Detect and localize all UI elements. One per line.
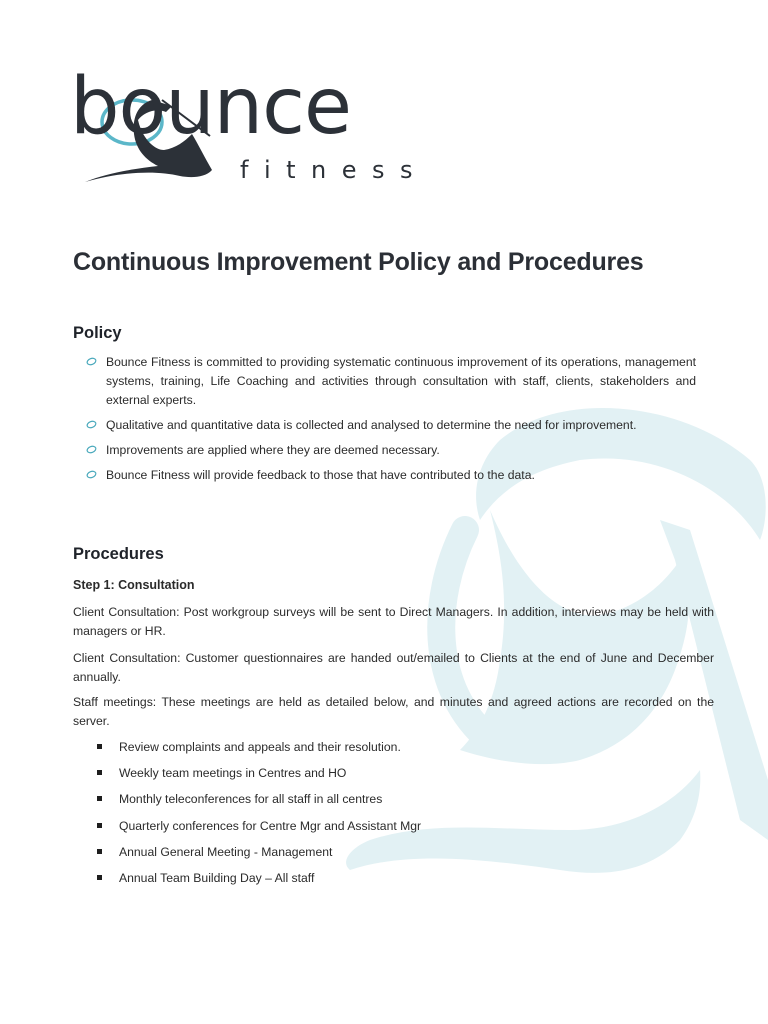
bounce-fitness-logo — [70, 62, 440, 190]
list-item-text: Quarterly conferences for Centre Mgr and Assistant Mgr — [119, 818, 422, 833]
paragraph: Staff meetings: These meetings are held as detailed below, and minutes and agreed actions are recorded on the server. — [73, 695, 714, 728]
logo-wordmark: bounce — [70, 62, 351, 152]
list-item-text: Bounce Fitness is committed to providing systematic continuous improvement of its operations, management systems, training, Life Coaching and activities through consultation with staff, clients, stakeholders and external experts. — [106, 355, 696, 407]
list-item-text: Monthly teleconferences for all staff in all centres — [119, 792, 383, 807]
logo-subtext: fitness — [240, 156, 429, 184]
leaf-bullet-icon — [86, 470, 97, 479]
meetings-list — [96, 738, 421, 895]
list-item-text: Annual Team Building Day – All staff — [119, 870, 315, 885]
list-item — [96, 738, 421, 764]
list-item-text: Qualitative and quantitative data is collected and analysed to determine the need for improvement. — [106, 418, 637, 432]
leaf-bullet-icon — [86, 445, 97, 454]
procedures-heading: Procedures — [73, 545, 164, 563]
list-item — [96, 843, 421, 869]
square-bullet-icon — [97, 875, 102, 880]
list-item — [86, 353, 696, 410]
paragraph: Client Consultation: Customer questionnaires are handed out/emailed to Clients at the end of June and December annually. — [73, 651, 714, 684]
square-bullet-icon — [97, 823, 102, 828]
square-bullet-icon — [97, 744, 102, 749]
list-item-text: Bounce Fitness will provide feedback to those that have contributed to the data. — [106, 468, 535, 482]
list-item — [86, 466, 696, 485]
policy-heading: Policy — [73, 324, 122, 342]
list-item-text: Annual General Meeting - Management — [119, 844, 333, 859]
paragraph: Client Consultation: Post workgroup surveys will be sent to Direct Managers. In addition, interviews may be held with managers or HR. — [73, 605, 714, 638]
square-bullet-icon — [97, 770, 102, 775]
list-item — [86, 416, 696, 435]
list-item — [96, 790, 421, 816]
list-item — [96, 764, 421, 790]
leaf-bullet-icon — [86, 357, 97, 366]
list-item-text: Review complaints and appeals and their resolution. — [119, 740, 401, 754]
step-heading: Step 1: Consultation — [73, 578, 195, 592]
page-title: Continuous Improvement Policy and Procedures — [73, 248, 644, 276]
list-item-text: Improvements are applied where they are deemed necessary. — [106, 443, 440, 457]
square-bullet-icon — [97, 849, 102, 854]
list-item-text: Weekly team meetings in Centres and HO — [119, 766, 347, 781]
leaf-bullet-icon — [86, 420, 97, 429]
list-item — [86, 441, 696, 460]
list-item — [96, 817, 421, 843]
square-bullet-icon — [97, 796, 102, 801]
list-item — [96, 869, 421, 895]
policy-list — [86, 353, 696, 491]
